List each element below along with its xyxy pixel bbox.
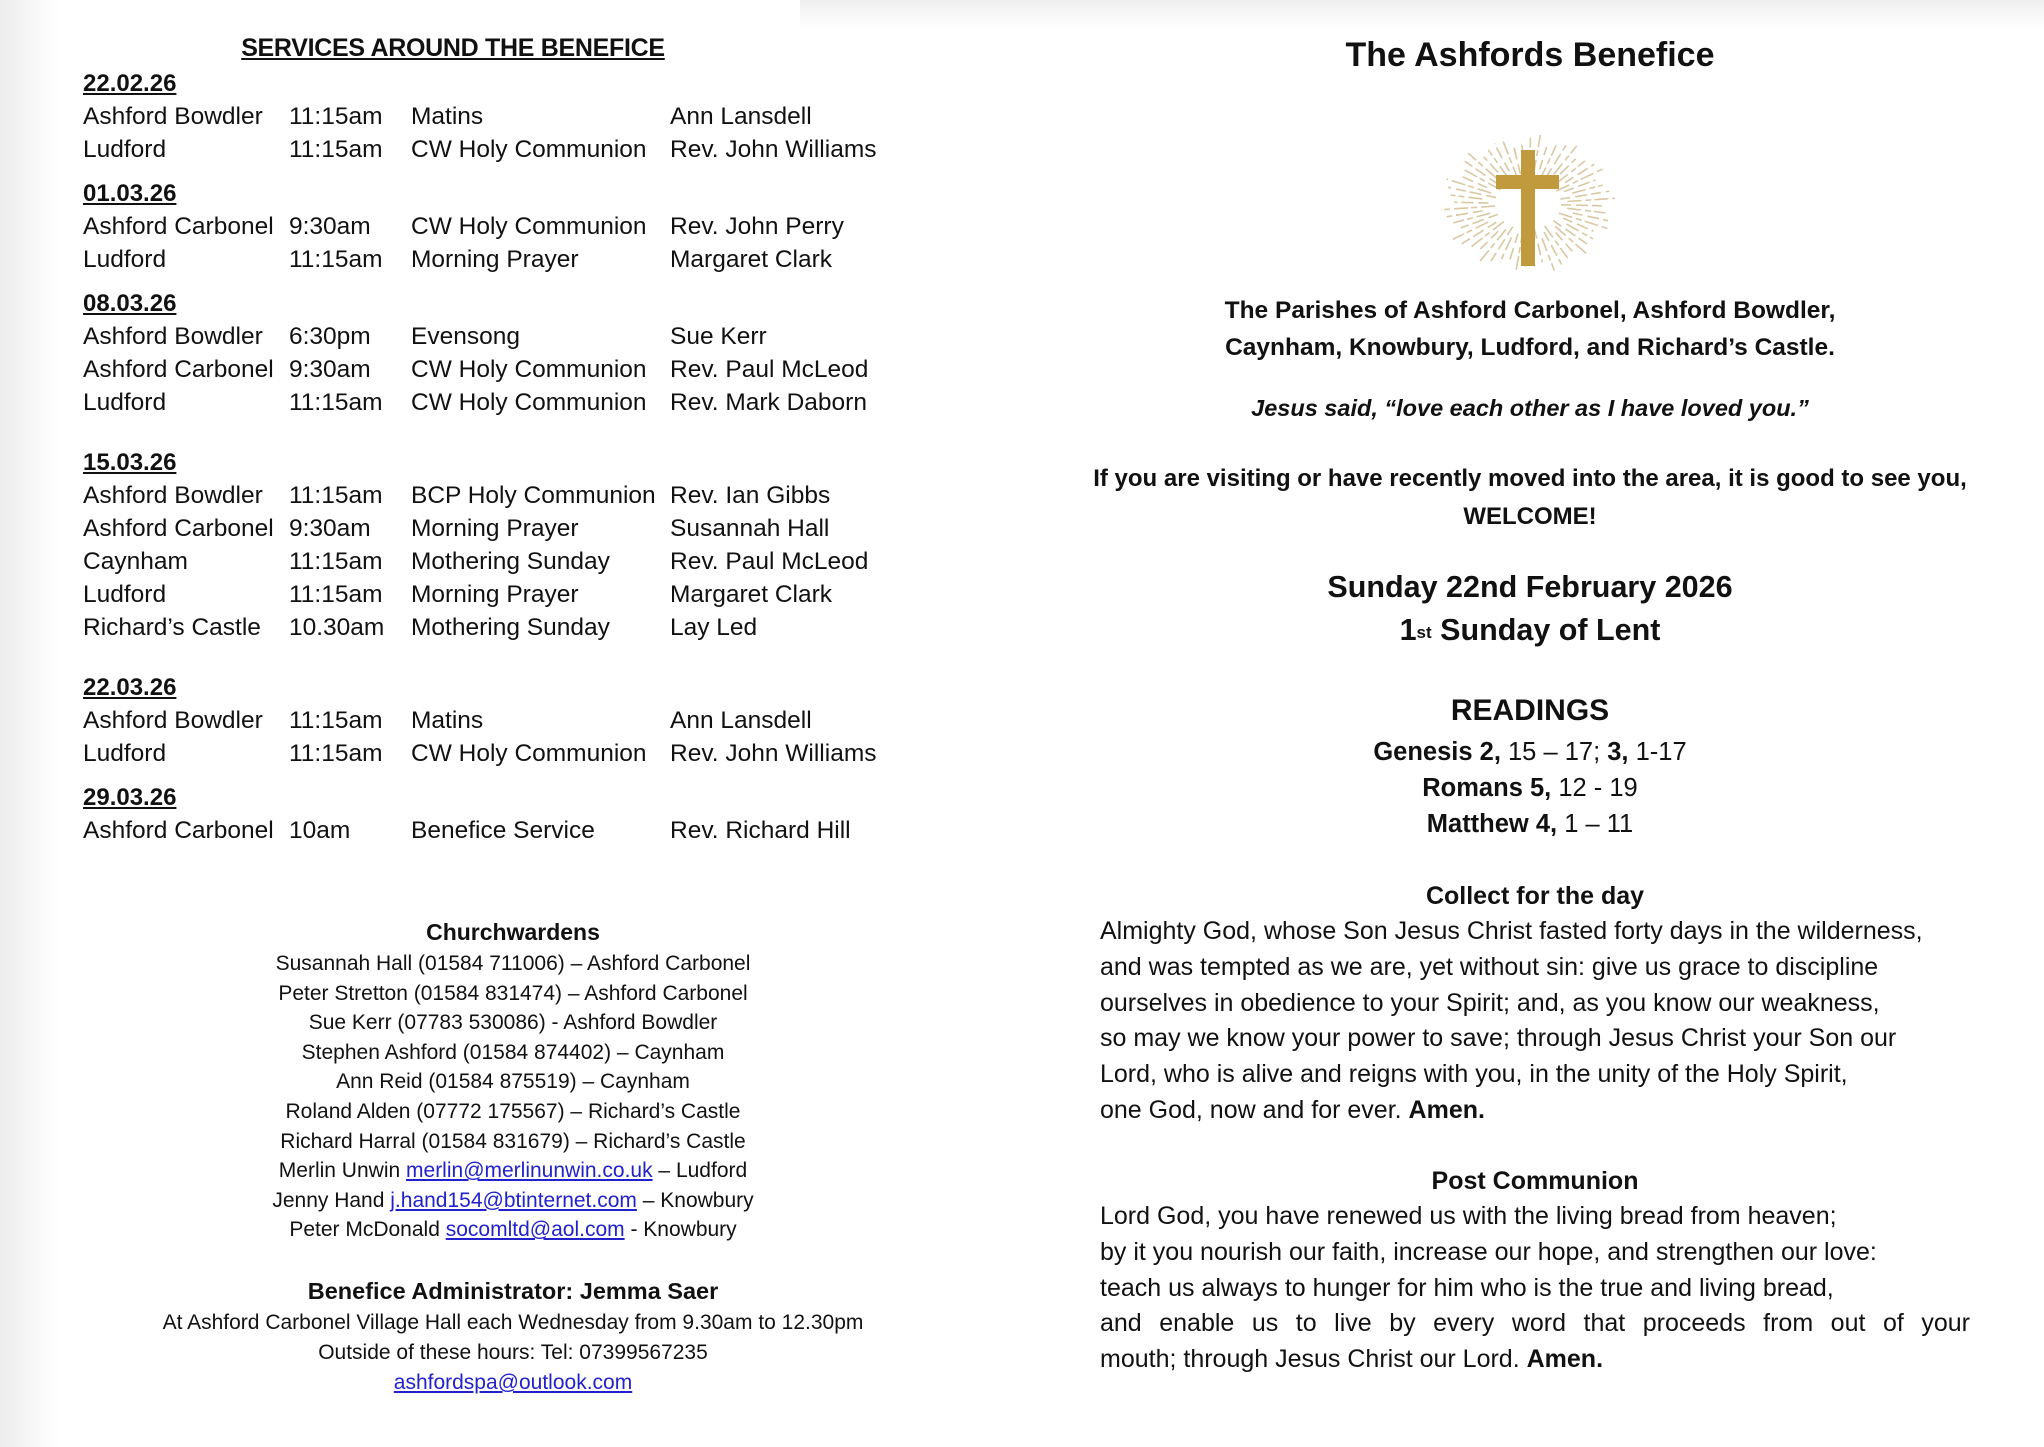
churchwarden-phone: (01584 875519) — [428, 1070, 577, 1094]
churchwarden-phone: (07772 175567) — [416, 1099, 565, 1123]
service-place: Ashford Bowdler — [83, 482, 263, 509]
ray-line — [1542, 238, 1554, 271]
churchwarden-name: Susannah Hall — [275, 952, 413, 975]
ray-line — [1567, 198, 1615, 201]
post-communion-line-last — [1100, 1342, 1970, 1378]
reading-item — [1090, 806, 1970, 842]
service-type: Morning Prayer — [411, 515, 579, 542]
separator: - — [624, 1218, 644, 1242]
date-group — [83, 178, 963, 276]
ray-line — [1556, 169, 1603, 191]
service-time: 10am — [289, 817, 351, 844]
churchwarden-name: Richard Harral — [280, 1129, 416, 1153]
collect-line: Lord, who is alive and reigns with you, in the unity of the Holy Spirit, — [1100, 1060, 1848, 1089]
separator: – — [564, 1099, 588, 1123]
service-place: Ludford — [83, 136, 167, 163]
service-officiant: Rev. Ian Gibbs — [670, 482, 831, 509]
post-communion-line: by it you nourish our faith, increase our hope, and strengthen our love: — [1100, 1237, 1877, 1266]
churchwarden-name: Sue Kerr — [308, 1011, 392, 1035]
churchwarden-email-link[interactable]: merlin@merlinunwin.co.uk — [406, 1159, 653, 1183]
service-type: CW Holy Communion — [411, 740, 647, 767]
service-place: Richard’s Castle — [83, 614, 261, 641]
service-place: Ludford — [83, 389, 167, 416]
churchwarden-entry — [83, 1186, 943, 1216]
service-row — [83, 704, 963, 737]
service-type: CW Holy Communion — [411, 213, 647, 240]
date-line: Sunday 22nd February 2026 — [1327, 570, 1733, 604]
ray-line — [1450, 195, 1482, 199]
service-officiant: Margaret Clark — [670, 581, 833, 608]
service-row — [83, 545, 963, 578]
reading-verses: 1 – 11 — [1557, 810, 1634, 838]
reading-verses: 12 - 19 — [1551, 774, 1638, 802]
service-officiant: Rev. John Williams — [670, 136, 877, 163]
service-place: Ashford Carbonel — [83, 515, 274, 542]
cross-with-rays-icon — [1435, 112, 1625, 272]
date-group — [83, 672, 963, 770]
churchwarden-entry — [83, 979, 943, 1009]
churchwarden-entry — [83, 1127, 943, 1157]
churchwarden-entry — [83, 1215, 943, 1245]
churchwarden-parish: Ashford Carbonel — [586, 952, 751, 975]
churchwarden-parish: Knowbury — [660, 1188, 754, 1212]
service-type: CW Holy Communion — [411, 389, 647, 416]
collect-heading: Collect for the day — [1425, 882, 1645, 910]
service-row — [83, 386, 963, 419]
service-place: Ashford Bowdler — [83, 707, 263, 734]
service-officiant: Rev. John Williams — [670, 740, 877, 767]
date-label: 22.03.26 — [83, 674, 177, 701]
churchwarden-email-link[interactable]: socomltd@aol.com — [445, 1218, 625, 1242]
page-edge-shadow — [0, 0, 60, 1447]
reading-book: 3, — [1607, 738, 1629, 766]
separator: - — [545, 1011, 564, 1035]
administrator-hours: At Ashford Carbonel Village Hall each Wednesday from 9.30am to 12.30pm — [162, 1311, 864, 1334]
separator: – — [569, 1129, 594, 1153]
churchwarden-phone: (01584 874402) — [462, 1040, 612, 1064]
churchwarden-parish: Richard’s Castle — [593, 1129, 746, 1153]
services-schedule — [83, 68, 963, 859]
churchwarden-phone: (01584 831474) — [413, 981, 563, 1005]
post-communion-heading: Post Communion — [1431, 1167, 1639, 1195]
welcome-line-1: If you are visiting or have recently moved into the area, it is good to see you, — [1093, 465, 1967, 492]
service-time: 11:15am — [289, 482, 383, 509]
service-place: Ludford — [83, 246, 167, 273]
liturgical-day-number: 1 — [1399, 613, 1417, 647]
date-label: 29.03.26 — [83, 784, 177, 811]
date-group — [83, 68, 963, 166]
churchwarden-parish: Caynham — [600, 1070, 690, 1094]
collect-line-last — [1100, 1093, 1970, 1129]
churchwarden-entry — [83, 1008, 943, 1038]
churchwarden-name: Ann Reid — [336, 1070, 423, 1094]
churchwarden-parish: Knowbury — [643, 1218, 737, 1242]
churchwarden-phone: (01584 831679) — [421, 1129, 570, 1153]
scripture-quote: Jesus said, “love each other as I have loved you.” — [1251, 395, 1809, 421]
date-group — [83, 447, 963, 644]
readings-heading: READINGS — [1450, 694, 1610, 727]
service-type: Morning Prayer — [411, 246, 579, 273]
service-row — [83, 479, 963, 512]
churchwarden-phone: (01584 711006) — [418, 952, 565, 975]
ray-line — [1494, 143, 1509, 171]
cross-logo — [1435, 112, 1625, 272]
administrator-phone: Outside of these hours: Tel: 07399567235 — [318, 1341, 708, 1364]
separator: – — [562, 981, 585, 1005]
ray-line — [1561, 205, 1602, 206]
reading-item — [1090, 770, 1970, 806]
reading-item — [1090, 734, 1970, 770]
liturgical-day-label: Sunday of Lent — [1431, 613, 1661, 647]
page-top-shadow — [800, 0, 2044, 30]
reading-verses: 15 – 17; — [1500, 738, 1608, 766]
service-row — [83, 210, 963, 243]
collect-line: ourselves in obedience to your Spirit; and, as you know our weakness, — [1100, 988, 1880, 1017]
churchwardens-section — [83, 915, 943, 1245]
service-place: Ashford Bowdler — [83, 103, 263, 130]
service-time: 6:30pm — [289, 323, 371, 350]
service-time: 11:15am — [289, 246, 383, 273]
service-time: 11:15am — [289, 581, 383, 608]
churchwarden-entry — [83, 1038, 943, 1068]
service-row — [83, 133, 963, 166]
post-communion-line-text: mouth; through Jesus Christ our Lord. — [1100, 1345, 1527, 1374]
ray-line — [1567, 208, 1605, 213]
reading-book: Romans 5, — [1422, 774, 1552, 802]
churchwarden-name: Roland Alden — [285, 1099, 411, 1123]
churchwarden-entry — [83, 1156, 943, 1186]
churchwardens-list — [83, 949, 943, 1245]
ray-line — [1441, 206, 1495, 210]
separator: – — [636, 1188, 661, 1212]
administrator-heading: Benefice Administrator: Jemma Saer — [307, 1278, 719, 1304]
welcome-line-2: WELCOME! — [1463, 503, 1597, 530]
ray-line — [1462, 177, 1486, 188]
churchwarden-parish: Ashford Carbonel — [584, 981, 748, 1005]
service-row — [83, 320, 963, 353]
ray-line — [1572, 185, 1603, 193]
administrator-email-link[interactable]: ashfordspa@outlook.com — [393, 1371, 633, 1394]
service-type: Mothering Sunday — [411, 614, 610, 641]
service-row — [83, 578, 963, 611]
ray-line — [1534, 229, 1542, 262]
service-place: Ashford Carbonel — [83, 817, 274, 844]
churchwarden-parish: Ashford Bowdler — [563, 1011, 718, 1035]
ray-line — [1454, 202, 1488, 203]
churchwarden-parish: Ludford — [675, 1159, 748, 1183]
service-time: 11:15am — [289, 548, 383, 575]
date-label: 22.02.26 — [83, 70, 177, 97]
service-officiant: Rev. Paul McLeod — [670, 356, 869, 383]
service-time: 11:15am — [289, 389, 383, 416]
service-place: Ashford Bowdler — [83, 323, 263, 350]
churchwarden-name: Stephen Ashford — [301, 1040, 457, 1064]
ray-line — [1540, 147, 1547, 170]
ray-line — [1566, 224, 1593, 239]
post-communion-line: teach us always to hunger for him who is the true and living bread, — [1100, 1273, 1834, 1302]
date-label: 15.03.26 — [83, 449, 177, 476]
service-type: Evensong — [411, 323, 520, 350]
service-time: 9:30am — [289, 213, 371, 240]
post-communion-section — [1100, 1163, 1970, 1378]
service-officiant: Ann Lansdell — [670, 707, 812, 734]
service-type: Matins — [411, 707, 484, 734]
readings-list — [1090, 734, 1970, 842]
cross-horizontal-bar — [1496, 175, 1559, 189]
services-title: SERVICES AROUND THE BENEFICE — [241, 34, 665, 62]
collect-section — [1100, 878, 1970, 1129]
post-communion-line: Lord God, you have renewed us with the living bread from heaven; — [1100, 1202, 1837, 1230]
churchwarden-parish: Caynham — [634, 1040, 725, 1064]
separator: – — [611, 1040, 635, 1064]
service-officiant: Rev. Paul McLeod — [670, 548, 869, 575]
benefice-title: The Ashfords Benefice — [1345, 36, 1715, 74]
separator: – — [652, 1159, 676, 1183]
collect-line: so may we know your power to save; through Jesus Christ your Son our — [1100, 1024, 1897, 1053]
service-time: 11:15am — [289, 103, 383, 130]
churchwarden-phone: (07783 530086) — [397, 1011, 546, 1035]
parishes-line-1: The Parishes of Ashford Carbonel, Ashford Bowdler, — [1224, 297, 1836, 324]
collect-line: Almighty God, whose Son Jesus Christ fasted forty days in the wilderness, — [1100, 917, 1923, 945]
collect-line-text: one God, now and for ever. — [1100, 1095, 1409, 1124]
separator: – — [576, 1070, 600, 1094]
service-officiant: Rev. Richard Hill — [670, 817, 851, 844]
service-type: Matins — [411, 103, 484, 130]
post-communion-line: and enable us to live by every word that proceeds from out of your — [1100, 1309, 1970, 1338]
churchwarden-entry — [83, 1097, 943, 1127]
service-place: Ashford Carbonel — [83, 356, 274, 383]
service-type: CW Holy Communion — [411, 136, 647, 163]
service-officiant: Susannah Hall — [670, 515, 830, 542]
service-place: Ludford — [83, 740, 167, 767]
ray-line — [1480, 231, 1498, 249]
service-time: 11:15am — [289, 707, 383, 734]
ordinal-suffix: st — [1416, 623, 1432, 642]
reading-verses: 1-17 — [1628, 738, 1687, 766]
churchwarden-entry — [83, 949, 943, 979]
service-place: Caynham — [83, 548, 188, 575]
date-group — [83, 288, 963, 419]
service-type: Mothering Sunday — [411, 548, 610, 575]
service-row — [83, 243, 963, 276]
service-officiant: Sue Kerr — [670, 323, 767, 350]
parishes-line-2: Caynham, Knowbury, Ludford, and Richard’s Castle. — [1225, 334, 1835, 361]
collect-line: and was tempted as we are, yet without sin: give us grace to discipline — [1100, 952, 1879, 981]
separator: – — [564, 952, 587, 975]
service-type: Benefice Service — [411, 817, 595, 844]
service-type: BCP Holy Communion — [411, 482, 656, 509]
ray-line — [1560, 191, 1609, 199]
service-type: Morning Prayer — [411, 581, 579, 608]
service-officiant: Ann Lansdell — [670, 103, 812, 130]
service-row — [83, 737, 963, 770]
churchwarden-name: Peter Stretton — [278, 981, 408, 1005]
service-officiant: Margaret Clark — [670, 246, 833, 273]
administrator-section — [83, 1274, 943, 1398]
welcome-message — [1090, 460, 1970, 536]
churchwarden-email-link[interactable]: j.hand154@btinternet.com — [390, 1188, 637, 1212]
date-group — [83, 782, 963, 847]
service-row — [83, 611, 963, 644]
service-time: 11:15am — [289, 740, 383, 767]
service-officiant: Lay Led — [670, 614, 758, 641]
service-time: 9:30am — [289, 515, 371, 542]
service-time: 11:15am — [289, 136, 383, 163]
service-place: Ludford — [83, 581, 167, 608]
service-date-heading — [1090, 566, 1970, 652]
reading-book: Matthew 4, — [1426, 810, 1558, 838]
service-row — [83, 512, 963, 545]
service-row — [83, 814, 963, 847]
churchwarden-name: Peter McDonald — [289, 1218, 440, 1242]
service-row — [83, 100, 963, 133]
parishes-statement — [1090, 292, 1970, 366]
churchwarden-name: Jenny Hand — [272, 1188, 391, 1212]
date-label: 01.03.26 — [83, 180, 177, 207]
cross-vertical-bar — [1521, 150, 1535, 266]
ray-line — [1556, 233, 1573, 252]
churchwarden-name: Merlin Unwin — [278, 1159, 401, 1183]
date-label: 08.03.26 — [83, 290, 177, 317]
service-place: Ashford Carbonel — [83, 213, 274, 240]
ray-line — [1565, 164, 1594, 182]
reading-book: Genesis 2, — [1373, 738, 1501, 766]
collect-amen: Amen. — [1408, 1095, 1485, 1124]
post-communion-amen: Amen. — [1526, 1345, 1604, 1374]
service-officiant: Rev. John Perry — [670, 213, 844, 240]
churchwardens-heading: Churchwardens — [426, 919, 600, 945]
service-type: CW Holy Communion — [411, 356, 647, 383]
liturgical-day — [1090, 609, 1970, 652]
ray-line — [1553, 220, 1591, 246]
service-time: 9:30am — [289, 356, 371, 383]
service-time: 10.30am — [289, 614, 385, 641]
service-officiant: Rev. Mark Daborn — [670, 389, 867, 416]
churchwarden-entry — [83, 1067, 943, 1097]
churchwarden-parish: Richard’s Castle — [587, 1099, 741, 1123]
service-row — [83, 353, 963, 386]
